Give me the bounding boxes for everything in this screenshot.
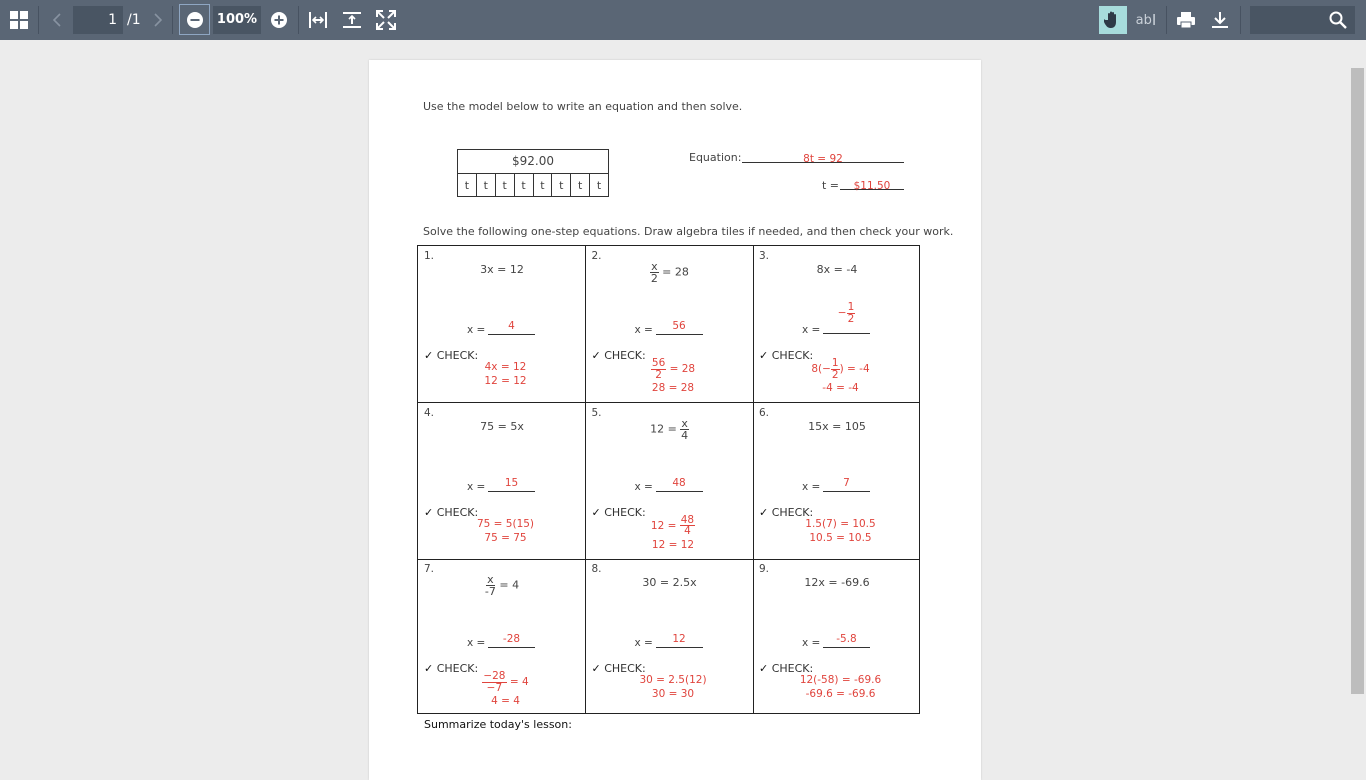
fraction: $\frac{x}{4}$ xyxy=(681,416,689,442)
x-label: x = xyxy=(467,480,486,493)
answer-value: -28 xyxy=(502,633,521,645)
pdf-toolbar xyxy=(0,0,1366,40)
answer-value: 15 xyxy=(504,476,519,489)
tape-tile: t xyxy=(552,174,571,197)
fraction: $\frac{48}{4}$ xyxy=(680,513,695,537)
problem-cell xyxy=(753,559,920,714)
check-label: ✓ CHECK: xyxy=(759,505,814,519)
fraction: $\frac{x}{-7}$ xyxy=(484,573,496,598)
check-line-1: 12 = $\frac{48}{4}$ xyxy=(650,513,695,537)
answer-value: -5.8 xyxy=(836,633,857,645)
check-line-1: $\frac{-28}{-7}$ = 4 xyxy=(483,670,529,694)
fraction: $\frac{1}{2}$ xyxy=(847,301,855,325)
tape-tile: t xyxy=(477,174,496,197)
fit-page-icon[interactable] xyxy=(340,0,364,40)
problem-number: 1. xyxy=(424,250,435,262)
scrollbar-thumb[interactable] xyxy=(1351,68,1364,694)
answer-value: 7 xyxy=(843,476,850,489)
check-line-2: 4 = 4 xyxy=(491,695,520,707)
text-cursor-icon: I xyxy=(1151,11,1157,29)
problem-cell xyxy=(418,403,586,560)
answer-value: 12 xyxy=(672,633,686,645)
zoom-in-button[interactable] xyxy=(269,0,289,40)
x-label: x = xyxy=(634,480,653,493)
fraction: $\frac{x}{2}$ xyxy=(650,260,658,285)
tape-tile: t xyxy=(515,174,534,197)
t-answer-line xyxy=(840,174,904,190)
problem-number: 4. xyxy=(424,406,435,419)
answer-value: 4 xyxy=(508,320,515,332)
problem-cell xyxy=(753,246,920,403)
x-label: x = xyxy=(634,637,653,649)
fraction: $\frac{1}{2}$ xyxy=(831,357,839,381)
check-line-1: 30 = 2.5(12) xyxy=(639,674,707,686)
check-line-1: 1.5(7) = 10.5 xyxy=(805,517,876,530)
problem-equation: 75 = 5x xyxy=(480,419,524,433)
hand-tool-button[interactable] xyxy=(1099,6,1127,34)
check-line-1: 75 = 5(15) xyxy=(476,517,535,530)
check-label: ✓ CHECK: xyxy=(424,349,479,362)
problem-cell xyxy=(418,559,586,714)
checkmark-icon: ✓ xyxy=(759,505,769,519)
check-label: ✓ CHECK: xyxy=(591,662,646,675)
x-label: x = xyxy=(467,324,486,336)
problem-number: 8. xyxy=(591,563,602,575)
check-line-2: -69.6 = -69.6 xyxy=(805,688,876,700)
check-line-2: 28 = 28 xyxy=(651,382,695,394)
check-label: ✓ CHECK: xyxy=(759,349,814,362)
checkmark-icon: ✓ xyxy=(424,662,434,675)
tape-diagram xyxy=(457,149,609,197)
check-line-1: 4x = 12 xyxy=(484,361,527,373)
problem-equation: 30 = 2.5x xyxy=(642,576,697,589)
check-line-2: 10.5 = 10.5 xyxy=(809,531,872,544)
zoom-level[interactable]: 100% xyxy=(213,6,261,34)
problem-number: 9. xyxy=(759,563,770,575)
pdf-page xyxy=(369,60,981,780)
page-number-input[interactable]: 1 xyxy=(73,6,123,34)
summary-prompt: Summarize today's lesson: xyxy=(424,718,572,731)
check-line-1: 8(− $\frac{1}{2}$ ) = -4 xyxy=(811,357,870,381)
hand-icon xyxy=(1104,10,1122,30)
fraction: $\frac{-28}{-7}$ xyxy=(483,670,506,694)
tape-tile: t xyxy=(534,174,553,197)
print-icon[interactable] xyxy=(1174,0,1198,40)
check-line-2: -4 = -4 xyxy=(822,382,859,394)
problem-equation: 8x = -4 xyxy=(816,263,858,276)
problem-grid xyxy=(417,245,920,714)
problem-number: 3. xyxy=(759,250,770,262)
checkmark-icon: ✓ xyxy=(424,505,434,519)
fraction: $\frac{56}{2}$ xyxy=(651,357,666,381)
download-icon[interactable] xyxy=(1208,0,1232,40)
check-line-1: $\frac{56}{2}$ = 28 xyxy=(651,357,696,381)
checkmark-icon: ✓ xyxy=(424,349,434,362)
text-select-label: ab xyxy=(1135,12,1152,28)
tape-total: $92.00 xyxy=(458,150,608,174)
x-label: x = xyxy=(802,480,821,493)
problem-equation: 15x = 105 xyxy=(808,419,866,433)
checkmark-icon: ✓ xyxy=(591,349,601,362)
tape-tile: t xyxy=(496,174,515,197)
checkmark-icon: ✓ xyxy=(759,349,769,362)
check-line-2: 30 = 30 xyxy=(651,688,695,700)
search-icon[interactable] xyxy=(1327,0,1349,40)
instruction-model: Use the model below to write an equation and then solve. xyxy=(423,100,743,113)
problem-number: 6. xyxy=(759,406,770,419)
fullscreen-icon[interactable] xyxy=(374,0,398,40)
zoom-out-icon xyxy=(186,11,204,29)
checkmark-icon: ✓ xyxy=(591,662,601,675)
problem-number: 5. xyxy=(591,406,602,419)
check-label: ✓ CHECK: xyxy=(591,505,646,519)
tape-tile: t xyxy=(571,174,590,197)
problem-equation: 12x = -69.6 xyxy=(804,576,870,589)
problem-equation: $\frac{x}{-7}$ = 4 xyxy=(484,573,520,598)
problem-cell xyxy=(753,403,920,560)
check-line-2: 75 = 75 xyxy=(484,531,527,544)
check-label: ✓ CHECK: xyxy=(759,662,814,675)
check-label: ✓ CHECK: xyxy=(591,349,646,362)
problem-equation: 3x = 12 xyxy=(480,263,524,276)
check-line-2: 12 = 12 xyxy=(651,538,695,551)
tape-tile: t xyxy=(458,174,477,197)
x-label: x = xyxy=(467,637,486,649)
page-total: /1 xyxy=(127,12,141,28)
t-label: t = xyxy=(822,179,840,192)
equation-answer: 8t = 92 xyxy=(803,153,843,165)
t-answer: $11.50 xyxy=(853,180,891,192)
answer-value: 56 xyxy=(672,320,686,332)
problem-equation: $\frac{x}{2}$ = 28 xyxy=(650,260,689,285)
problem-equation: 12 = $\frac{x}{4}$ xyxy=(650,416,689,442)
check-label: ✓ CHECK: xyxy=(424,505,479,519)
next-page-icon[interactable] xyxy=(149,0,167,40)
checkmark-icon: ✓ xyxy=(591,505,601,519)
x-label: x = xyxy=(802,637,821,649)
text-select-tool[interactable] xyxy=(1133,0,1159,40)
problem-cell xyxy=(418,246,586,403)
zoom-in-icon xyxy=(270,11,288,29)
check-line-1: 12(-58) = -69.6 xyxy=(799,674,882,686)
answer-value: − $\frac{1}{2}$ xyxy=(837,301,855,325)
thumbnails-grid-icon[interactable] xyxy=(7,0,31,40)
problem-cell xyxy=(586,559,754,714)
tape-tiles xyxy=(458,174,608,197)
x-label: x = xyxy=(802,324,821,336)
equation-label: Equation: xyxy=(689,151,742,164)
zoom-out-button[interactable] xyxy=(179,4,210,35)
problem-cell xyxy=(586,403,754,560)
check-label: ✓ CHECK: xyxy=(424,662,479,675)
previous-page-icon[interactable] xyxy=(48,0,66,40)
fit-width-icon[interactable] xyxy=(306,0,330,40)
x-label: x = xyxy=(634,324,653,336)
check-line-2: 12 = 12 xyxy=(484,375,527,387)
problem-cell xyxy=(586,246,754,403)
checkmark-icon: ✓ xyxy=(759,662,769,675)
problem-number: 7. xyxy=(424,563,435,575)
answer-value: 48 xyxy=(672,476,686,489)
instruction-solve: Solve the following one-step equations. Draw algebra tiles if needed, and then check your work. xyxy=(423,225,954,238)
problem-number: 2. xyxy=(591,250,602,262)
tape-tile: t xyxy=(596,179,602,192)
equation-answer-line xyxy=(742,147,904,163)
